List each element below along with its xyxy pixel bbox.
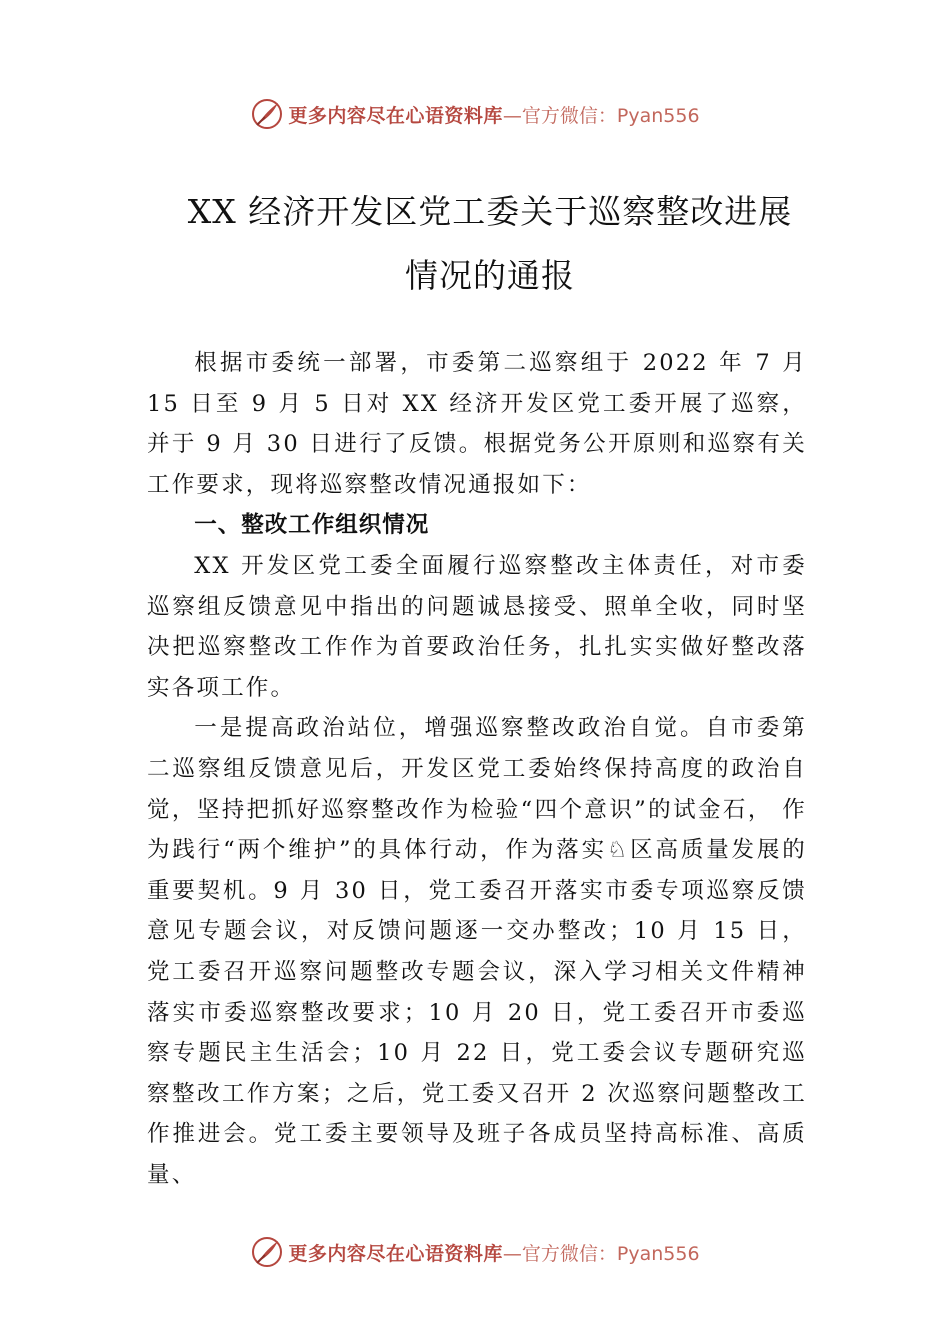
- section-heading-1: 一、整改工作组织情况: [194, 512, 430, 539]
- watermark-footer: [0, 1232, 950, 1272]
- watermark-wechat: —官方微信：Pyan556: [502, 1242, 700, 1265]
- watermark-brand: 更多内容尽在心语资料库: [288, 1242, 503, 1265]
- paragraph-responsibility: XX 开发区党工委全面履行巡察整改主体责任，对市委巡察组反馈意见中指出的问题诚恳接受、照单全收，同时坚决把巡察整改工作作为首要政治任务，扎扎实实做好整改落实各项工作。: [147, 552, 807, 701]
- document-title-line-2: 情况的通报: [405, 256, 575, 295]
- document-title-line-1: XX 经济开发区党工委关于巡察整改进展: [187, 192, 793, 231]
- document-body: [147, 343, 807, 1195]
- watermark-brand: 更多内容尽在心语资料库: [288, 104, 503, 127]
- paragraph-political-stance: 一是提高政治站位，增强巡察整改政治自觉。自市委第二巡察组反馈意见后，开发区党工委始终保持高度的政治自觉，坚持把抓好巡察整改作为检验“四个意识”的试金石， 作为践行“两个维护”的具体行动，作为落实♘区高质量发展的重要契机。9 月 30 日，党工委召开落实市委专项巡察反馈意见专题会议，对反馈问题逐一交办整改；10 月 15 日， 党工委召开巡察问题整改专题会议，深入学习相关文件精神落实市委巡察整改要求；10 月 20 日，党工委召开市委巡察专题民主生活会；10 月 22 日，党工委会议专题研究巡察整改工作方案；之后，党工委又召开 2 次巡察问题整改工作推进会。党工委主要领导及班子各成员坚持高标准、高质量、: [147, 715, 807, 1188]
- watermark-wechat: —官方微信：Pyan556: [502, 104, 700, 127]
- feather-logo-icon: [250, 97, 284, 131]
- feather-logo-icon: [250, 1235, 284, 1269]
- watermark-header: [0, 94, 950, 134]
- paragraph-intro: 根据市委统一部署，市委第二巡察组于 2022 年 7 月 15 日至 9 月 5 日对 XX 经济开发区党工委开展了巡察，并于 9 月 30 日进行了反馈。根据党务公开原则和巡察有关工作要求，现将巡察整改情况通报如下：: [147, 350, 807, 498]
